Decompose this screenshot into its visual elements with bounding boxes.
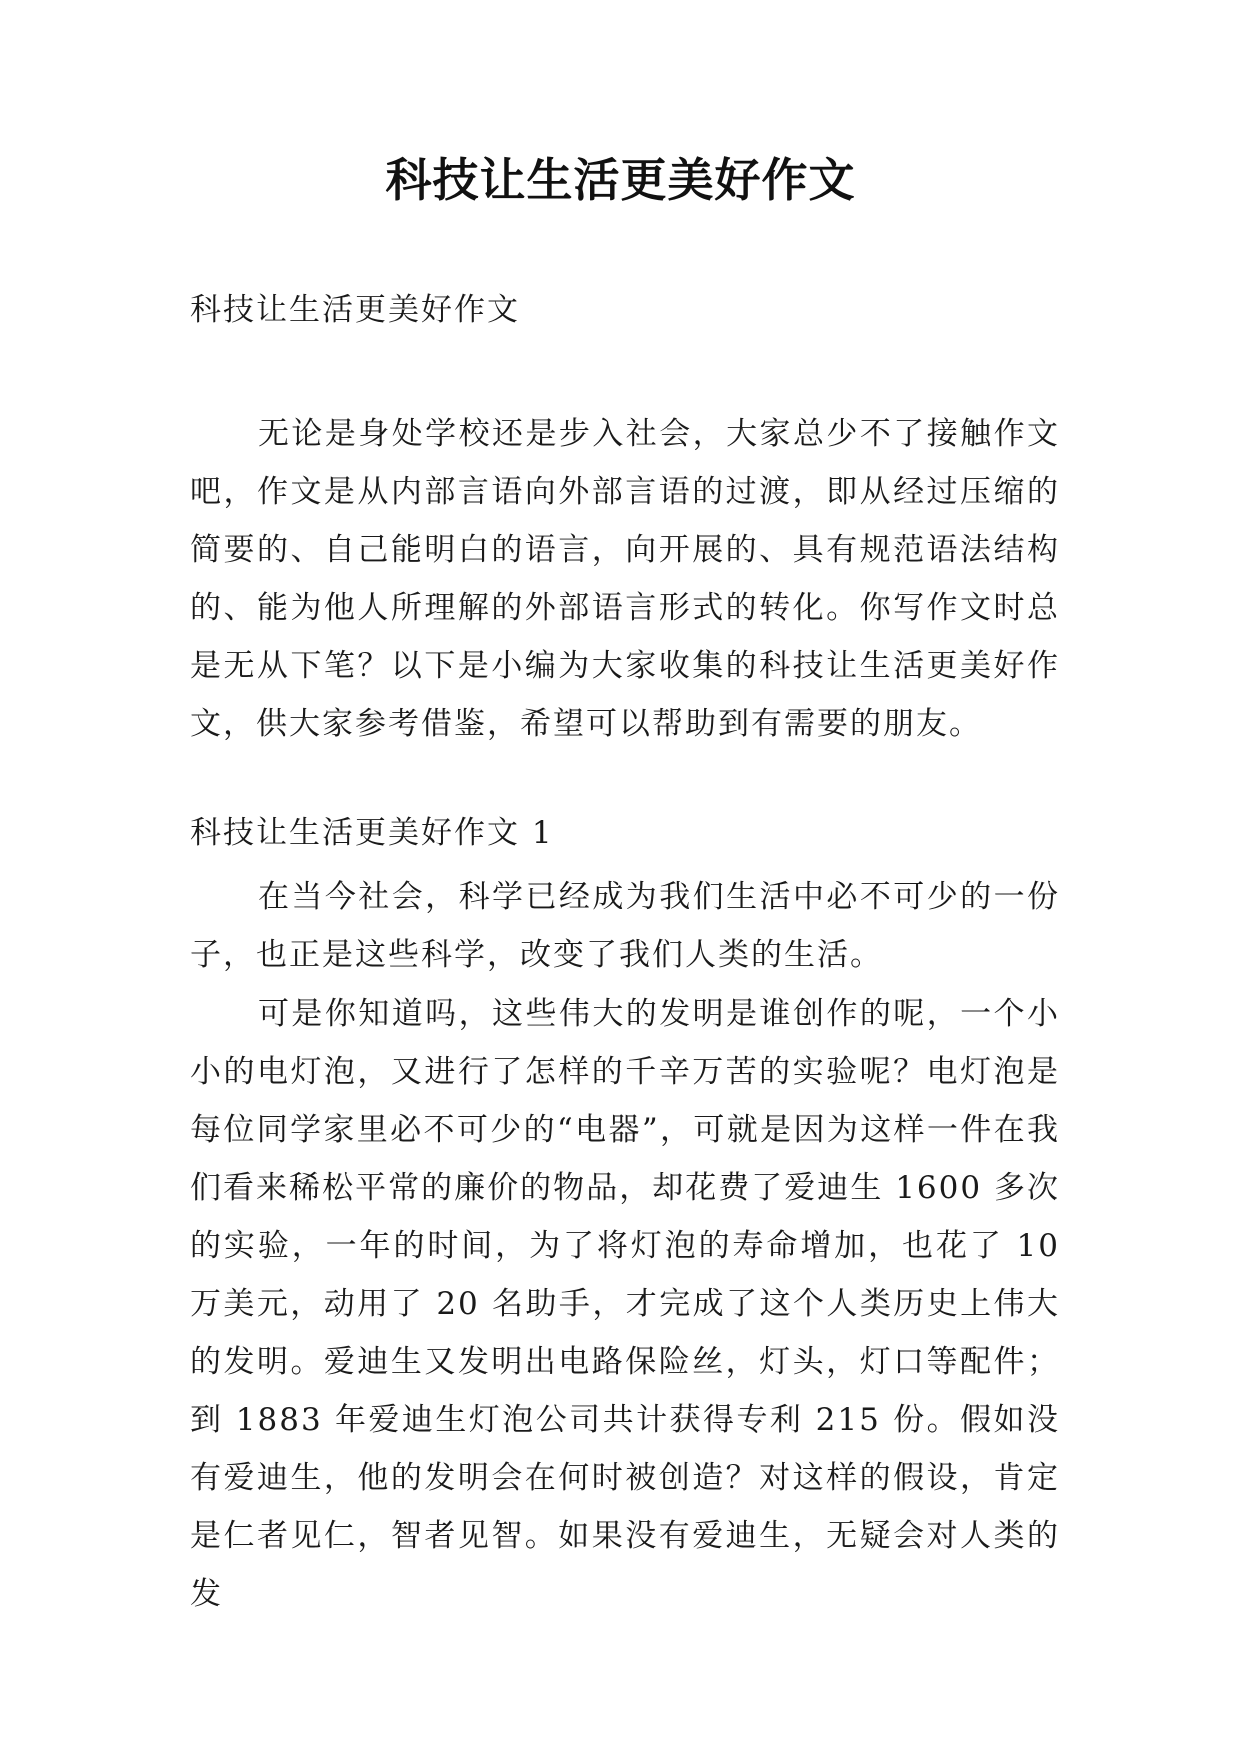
document-subtitle: 科技让生活更美好作文 bbox=[190, 292, 520, 328]
body-paragraph-1: 在当今社会，科学已经成为我们生活中必不可少的一份子，也正是这些科学，改变了我们人类的生活。 bbox=[190, 879, 1060, 973]
page-title: 科技让生活更美好作文 bbox=[385, 153, 856, 207]
intro-paragraph: 无论是身处学校还是步入社会，大家总少不了接触作文吧，作文是从内部言语向外部言语的过渡，即从经过压缩的简要的、自己能明白的语言，向开展的、具有规范语法结构的、能为他人所理解的外部语言形式的转化。你写作文时总是无从下笔？以下是小编为大家收集的科技让生活更美好作文，供大家参考借鉴，希望可以帮助到有需要的朋友。 bbox=[190, 416, 1060, 742]
section-heading: 科技让生活更美好作文 1 bbox=[190, 815, 554, 851]
body-paragraph-2: 可是你知道吗，这些伟大的发明是谁创作的呢，一个小小的电灯泡，又进行了怎样的千辛万苦的实验呢？电灯泡是每位同学家里必不可少的“电器”，可就是因为这样一件在我们看来稀松平常的廉价的物品，却花费了爱迪生 1600 多次的实验，一年的时间，为了将灯泡的寿命增加，也花了 10 万美元，动用了 20 名助手，才完成了这个人类历史上伟大的发明。爱迪生又发明出电路保险丝，灯头，灯口等配件；到 1883 年爱迪生灯泡公司共计获得专利 215 份。假如没有爱迪生，他的发明会在何时被创造？对这样的假设，肯定是仁者见仁，智者见智。如果没有爱迪生，无疑会对人类的发 bbox=[190, 996, 1060, 1612]
